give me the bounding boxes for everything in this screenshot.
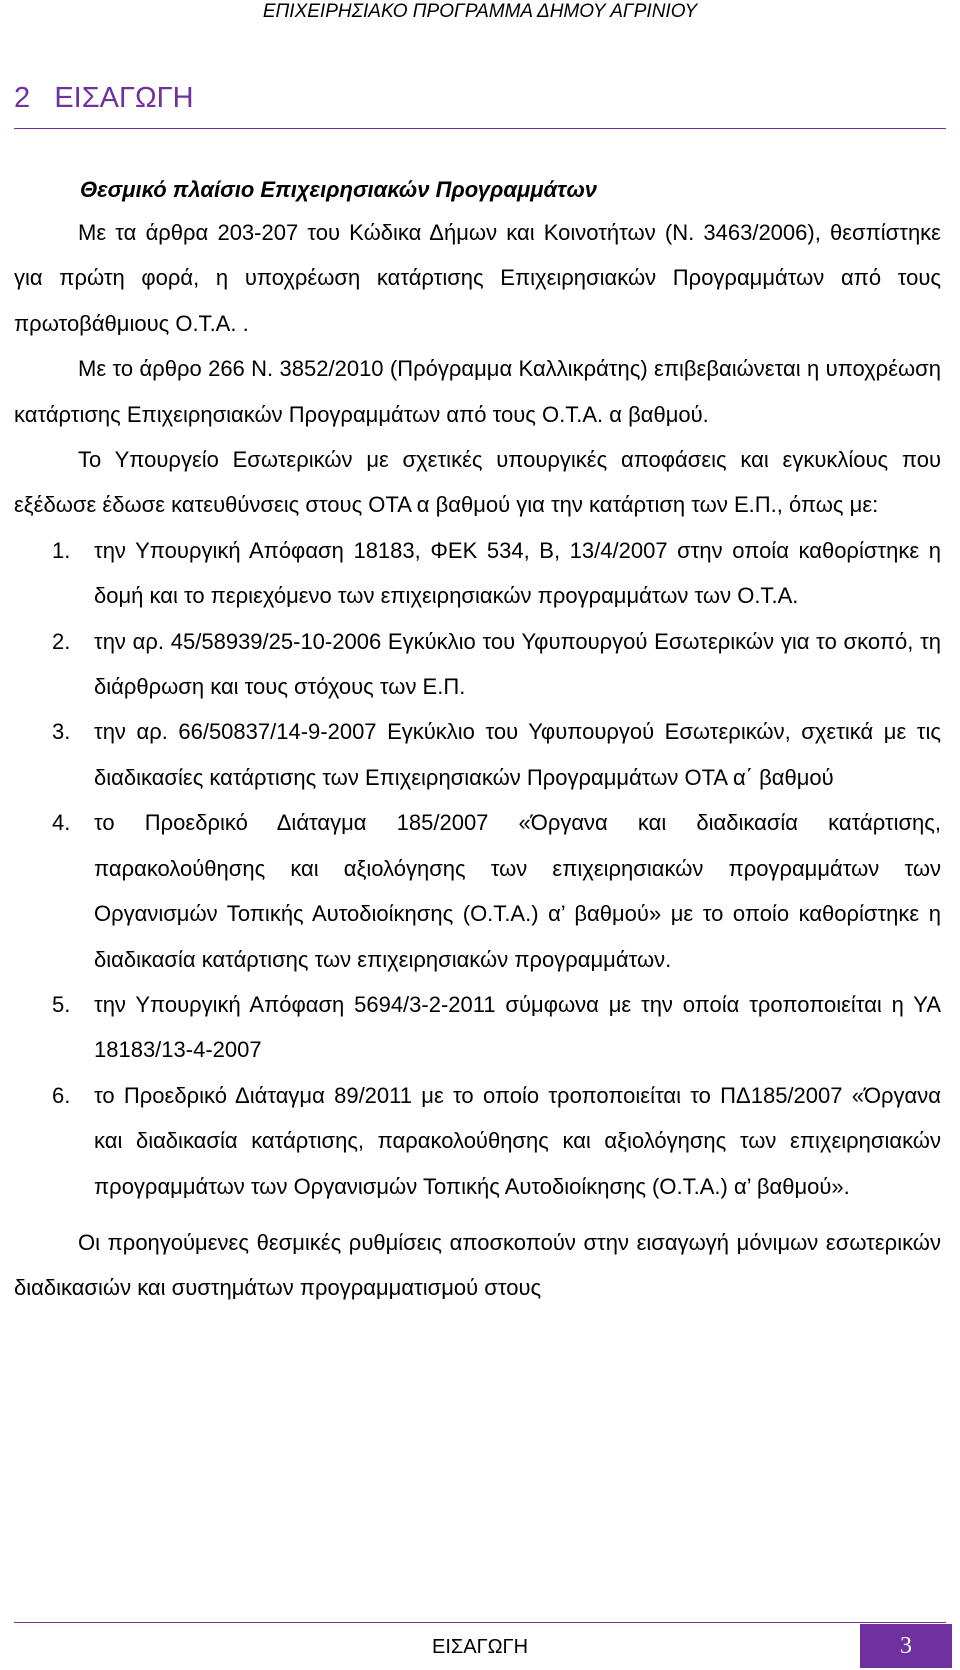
body-text [14,210,941,1311]
list-item-number: 1. [52,537,71,563]
section-heading: Θεσμικό πλαίσιο Επιχειρησιακών Προγραμμάτων [80,177,598,202]
page-number: 3 [900,1632,912,1659]
paragraph-intro: Με τα άρθρα 203-207 του Κώδικα Δήμων και Κοινοτήτων (Ν. 3463/2006), θεσπίστηκε για πρώτη φορά, η υποχρέωση κατάρτισης Επιχειρησιακών Προγραμμάτων από τους πρωτοβάθμιους Ο.Τ.Α. . [14,220,941,336]
list-item [14,619,941,710]
paragraph-ministry: Το Υπουργείο Εσωτερικών με σχετικές υπουργικές αποφάσεις και εγκυκλίους που εξέδωσε έδωσε κατευθύνσεις στους ΟΤΑ α βαθμού για την κατάρτιση των Ε.Π., όπως με: [14,447,941,518]
chapter-divider [14,128,946,129]
list-item-text: την αρ. 45/58939/25-10-2006 Εγκύκλιο του Υφυπουργού Εσωτερικών για το σκοπό, τη διάρθρωση και τους στόχους των Ε.Π. [94,628,941,700]
list-item-text: την Υπουργική Απόφαση 5694/3-2-2011 σύμφωνα με την οποία τροποποιείται η ΥΑ 18183/13-4-2007 [94,991,941,1063]
list-item-number: 3. [52,719,71,745]
chapter-title-text: ΕΙΣΑΓΩΓΗ [54,82,194,114]
list-item-number: 6. [52,1082,71,1108]
list-item-number: 4. [52,810,71,836]
paragraph-closing: Οι προηγούμενες θεσμικές ρυθμίσεις αποσκοπούν στην εισαγωγή μόνιμων εσωτερικών διαδικασιών και συστημάτων προγραμματισμού στους [14,1229,941,1301]
list-item [14,800,941,982]
footer-divider [14,1622,946,1623]
list-item-number: 2. [52,628,71,654]
page-number-box [860,1624,952,1668]
list-item-number: 5. [52,991,71,1017]
list-item-text: την Υπουργική Απόφαση 18183, ΦΕΚ 534, Β, 13/4/2007 στην οποία καθορίστηκε η δομή και το περιεχόμενο των επιχειρησιακών προγραμμάτων των Ο.Τ.Α. [94,537,941,609]
list-item-text: το Προεδρικό Διάταγμα 89/2011 με το οποίο τροποποιείται το ΠΔ185/2007 «Όργανα και διαδικασία κατάρτισης, παρακολούθησης και αξιολόγησης των επιχειρησιακών προγραμμάτων των Οργανισμών Τοπικής Αυτοδιοίκησης (Ο.Τ.Α.) α’ βαθμού». [94,1082,941,1199]
chapter-number: 2 [14,82,31,114]
list-item [14,709,941,800]
chapter-title [14,82,194,115]
footer-section-label: ΕΙΣΑΓΩΓΗ [431,1636,529,1658]
running-header: ΕΠΙΧΕΙΡΗΣΙΑΚΟ ΠΡΟΓΡΑΜΜΑ ΔΗΜΟΥ ΑΓΡΙΝΙΟΥ [262,1,698,22]
legal-acts-list [14,528,941,1209]
list-item [14,982,941,1073]
list-item [14,1073,941,1209]
list-item-text: την αρ. 66/50837/14-9-2007 Εγκύκλιο του Υφυπουργού Εσωτερικών, σχετικά με τις διαδικασίες κατάρτισης των Επιχειρησιακών Προγραμμάτων ΟΤΑ α΄ βαθμού [94,719,941,790]
list-item-text: το Προεδρικό Διάταγμα 185/2007 «Όργανα και διαδικασία κατάρτισης, παρακολούθησης και αξιολόγησης των επιχειρησιακών προγραμμάτων των Οργανισμών Τοπικής Αυτοδιοίκησης (Ο.Τ.Α.) α’ βαθμού» με το οποίο καθορίστηκε η διαδικασία κατάρτισης των επιχειρησιακών προγραμμάτων. [94,810,941,972]
list-item [14,528,941,619]
paragraph-kallikratis: Με το άρθρο 266 Ν. 3852/2010 (Πρόγραμμα Καλλικράτης) επιβεβαιώνεται η υποχρέωση κατάρτισης Επιχειρησιακών Προγραμμάτων από τους Ο.Τ.Α. α βαθμού. [14,356,941,427]
